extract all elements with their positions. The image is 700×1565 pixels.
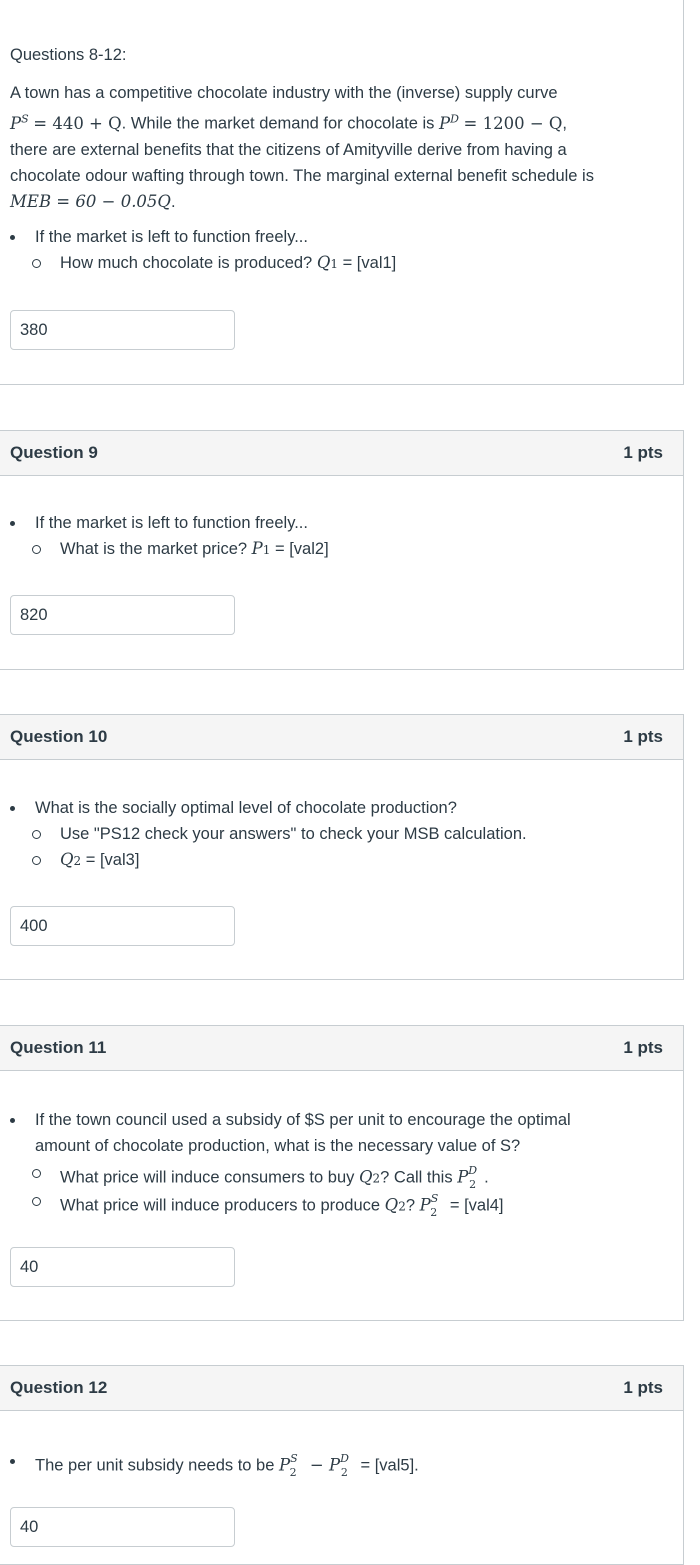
demand-equation: $P^D = 1200 - Q$ xyxy=(438,112,563,133)
question-9-sub-bullet: What is the market price? P1 = [val2] xyxy=(60,536,329,563)
question-10-sub-bullet-1: Use "PS12 check your answers" to check your MSB calculation. xyxy=(60,821,527,847)
question-8-answer[interactable]: 380 xyxy=(10,310,235,350)
question-12-header xyxy=(0,1366,683,1411)
para-line-4: chocolate odour wafting through town. The marginal external benefit schedule is xyxy=(10,166,594,185)
question-9-header xyxy=(0,431,683,476)
question-10-answer[interactable]: 400 xyxy=(10,906,235,946)
question-9-card xyxy=(0,430,684,670)
question-10-sub-bullet-2: Q2 = [val3] xyxy=(60,847,139,874)
question-11-points: 1 pts xyxy=(623,1038,663,1057)
question-11-bullet: If the town council used a subsidy of $S per unit to encourage the optimal amount of chocolate production, what is the necessary value of S? xyxy=(35,1107,571,1159)
para-line-3: there are external benefits that the citizens of Amityville derive from having a xyxy=(10,140,567,159)
bullet-icon xyxy=(10,521,15,526)
question-12-title: Question 12 xyxy=(10,1378,108,1397)
supply-equation: $P^S = 440 + Q$ xyxy=(10,112,122,133)
question-8-paragraph: A town has a competitive chocolate industry with the (inverse) supply curve $P^S = 440 + Q$. While the market demand for chocolate is $P^D = 1200 - Q$, there are external benefits that the citizens of Amityville derive from having a chocolate odour wafting through town. The marginal external benefit schedule is MEB = 60 − 0.05Q. xyxy=(10,84,594,211)
question-10-header xyxy=(0,715,683,760)
question-9-title: Question 9 xyxy=(10,443,98,462)
circle-bullet-icon xyxy=(32,1197,41,1206)
question-12-answer[interactable]: 40 xyxy=(10,1507,235,1547)
question-10-card xyxy=(0,714,684,980)
circle-bullet-icon xyxy=(32,830,41,839)
question-9-points: 1 pts xyxy=(623,443,663,462)
para-line-1: A town has a competitive chocolate industry with the (inverse) supply curve xyxy=(10,84,558,102)
question-11-answer[interactable]: 40 xyxy=(10,1247,235,1287)
question-12-card xyxy=(0,1365,684,1565)
question-9-bullet: If the market is left to function freely... xyxy=(35,510,308,536)
question-12-points: 1 pts xyxy=(623,1378,663,1397)
question-10-points: 1 pts xyxy=(623,727,663,746)
bullet-icon xyxy=(10,235,15,240)
question-11-header xyxy=(0,1026,683,1071)
question-10-title: Question 10 xyxy=(10,727,108,746)
question-10-bullet: What is the socially optimal level of chocolate production? xyxy=(35,795,457,821)
question-8-card xyxy=(0,0,684,385)
circle-bullet-icon xyxy=(32,1169,41,1178)
question-11-card xyxy=(0,1025,684,1321)
circle-bullet-icon xyxy=(32,545,41,554)
bullet-icon xyxy=(10,806,15,811)
question-11-sub-bullet-2: What price will induce producers to produce Q2? $P^S_2 = [val4]$ xyxy=(60,1188,504,1221)
question-11-sub-bullet-1: What price will induce consumers to buy Q2? Call this $P^D_2$ . xyxy=(60,1160,489,1193)
questions-heading: Questions 8-12: xyxy=(10,46,127,64)
question-8-sub-bullet: How much chocolate is produced? Q1 = [val1] xyxy=(60,250,396,277)
circle-bullet-icon xyxy=(32,856,41,865)
question-9-answer[interactable]: 820 xyxy=(10,595,235,635)
circle-bullet-icon xyxy=(32,259,41,268)
question-8-bullet: If the market is left to function freely... xyxy=(35,224,308,250)
para-line-2: . While the market demand for chocolate is xyxy=(121,114,435,133)
bullet-icon xyxy=(10,1459,15,1464)
question-12-bullet: The per unit subsidy needs to be $P^S_2 - P^D_2 = [val5]$. xyxy=(35,1448,419,1481)
bullet-icon xyxy=(10,1118,15,1123)
question-11-title: Question 11 xyxy=(10,1038,107,1057)
meb-equation: MEB = 60 − 0.05Q xyxy=(10,191,171,211)
